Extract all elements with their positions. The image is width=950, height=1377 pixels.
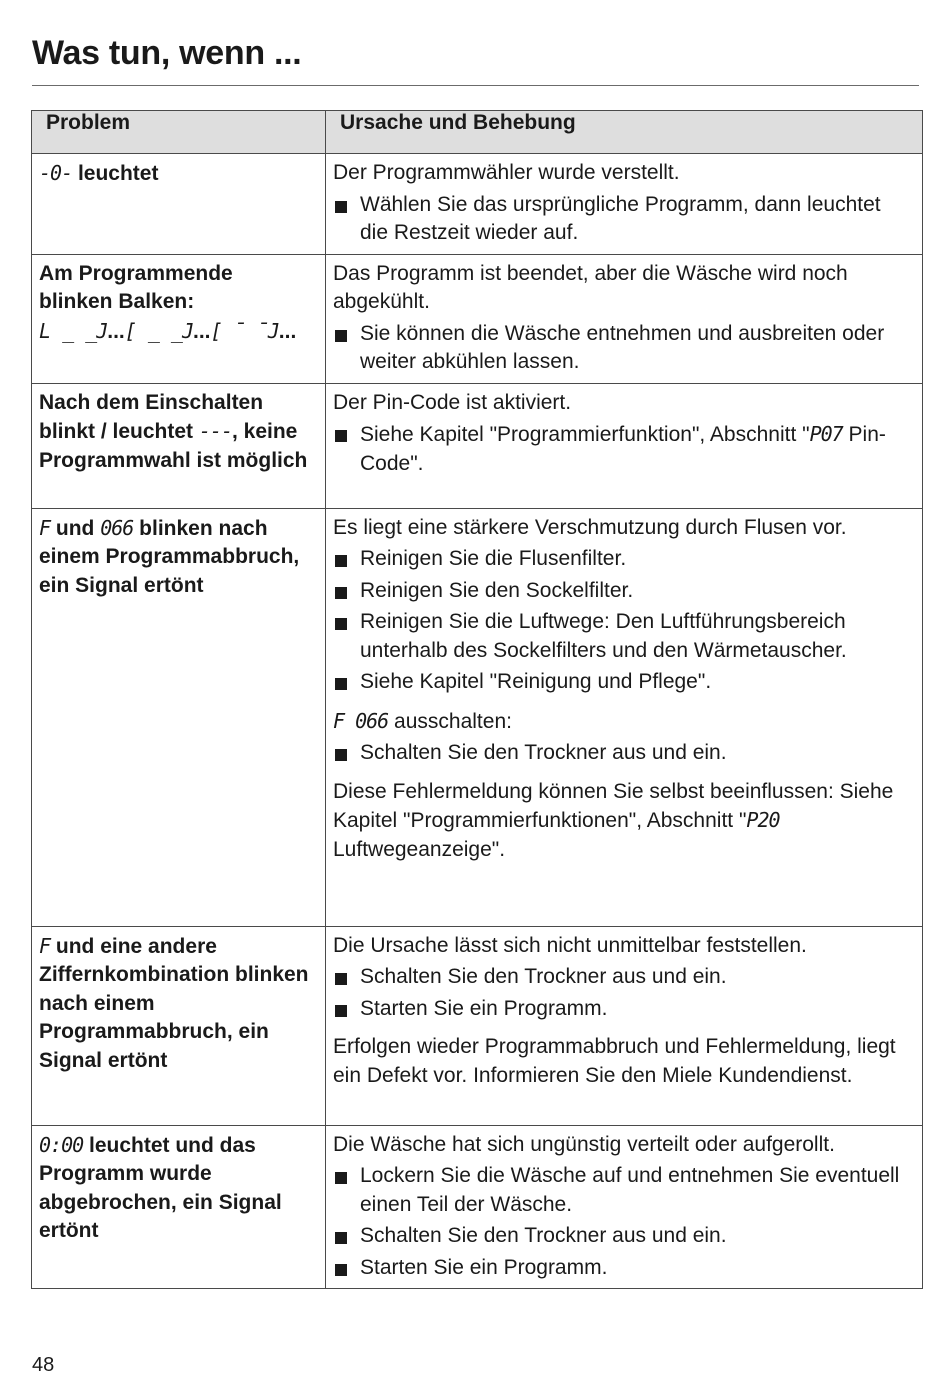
cause-cell — [326, 508, 923, 926]
cause-text: Es liegt eine stärkere Verschmutzung durch Flusen vor. — [333, 515, 847, 539]
header-problem: Problem — [32, 111, 326, 154]
cause-cell — [326, 1125, 923, 1289]
bullet-text: Reinigen Sie den Sockelfilter. — [360, 578, 634, 602]
problem-text: , keine Programmwahl ist möglich — [39, 420, 308, 472]
list-item — [333, 1254, 914, 1283]
cause-text: Die Wäsche hat sich ungünstig verteilt oder aufgerollt. — [333, 1132, 835, 1156]
bullet-text: Sie können die Wäsche entnehmen und ausbreiten oder weiter abkühlen lassen. — [360, 321, 885, 373]
bullet-text: Schalten Sie den Trockner aus und ein. — [360, 1224, 727, 1247]
display-code: F 066 — [333, 708, 389, 733]
list-item — [333, 963, 914, 992]
display-code: 066 — [100, 515, 134, 540]
bullet-square-icon — [335, 201, 347, 213]
header-cause: Ursache und Behebung — [326, 111, 923, 154]
list-item — [333, 668, 914, 697]
problem-text: Am Programmende — [39, 261, 233, 285]
display-code: -0- — [39, 161, 73, 185]
problem-cell — [32, 254, 326, 383]
separator-text: ... — [278, 319, 297, 343]
bullet-text: Wählen Sie das ursprüngliche Programm, dann leuchtet die Restzeit wieder auf. — [360, 192, 881, 244]
bullet-text: Reinigen Sie die Luftwege: Den Luftführungsbereich unterhalb des Sockelfilters und den Wärmetauscher. — [360, 610, 847, 662]
bullet-square-icon — [335, 555, 347, 567]
separator-text: ... — [193, 319, 211, 343]
display-code: L ̲ ̲J — [39, 318, 108, 343]
display-code: --- — [198, 419, 232, 443]
cause-cell — [326, 154, 923, 255]
list-item — [333, 545, 914, 574]
cause-cell — [326, 926, 923, 1125]
problem-cell — [32, 926, 326, 1125]
list-item — [333, 191, 914, 248]
bullet-text: Starten Sie ein Programm. — [360, 996, 608, 1020]
cause-cell — [326, 383, 923, 508]
troubleshooting-table — [31, 110, 923, 1289]
table-row — [32, 383, 923, 508]
cause-text: Die Ursache lässt sich nicht unmittelbar feststellen. — [333, 933, 807, 957]
cause-cell — [326, 254, 923, 383]
bullet-square-icon — [335, 1264, 347, 1276]
bullet-text: Pin-Code". — [360, 423, 886, 475]
problem-text: leuchtet und das Programm wurde abgebrochen, ein Signal ertönt — [39, 1133, 282, 1242]
problem-text: und — [50, 516, 101, 540]
bullet-square-icon — [335, 678, 347, 690]
list-item — [333, 420, 914, 478]
title-divider — [32, 85, 919, 86]
display-code: F — [39, 515, 51, 540]
table-row — [32, 154, 923, 255]
page-title: Was tun, wenn ... — [32, 34, 302, 72]
cause-text — [333, 778, 914, 865]
display-code: [ ̲ ̲J — [124, 318, 194, 343]
bullet-square-icon — [335, 430, 347, 442]
cause-text: Der Programmwähler wurde verstellt. — [333, 161, 680, 184]
display-code: F — [39, 933, 51, 958]
bullet-square-icon — [335, 1172, 347, 1184]
table-row — [32, 254, 923, 383]
problem-text: leuchtet — [72, 162, 159, 185]
display-code: P07 — [809, 422, 843, 446]
display-code: 0:00 — [39, 1132, 84, 1157]
list-item — [333, 995, 914, 1024]
cause-text — [333, 707, 914, 737]
bullet-text: Siehe Kapitel "Programmierfunktion", Abschnitt " — [360, 423, 810, 446]
bullet-square-icon — [335, 1232, 347, 1244]
bullet-text: Starten Sie ein Programm. — [360, 1255, 608, 1279]
problem-text: blinken Balken: — [39, 290, 195, 313]
problem-text: Nach dem Einschalten blinkt / leuchtet — [39, 390, 264, 443]
display-code: [ ̄ ̄J — [210, 318, 279, 343]
cause-text-part: Diese Fehlermeldung können Sie selbst beeinflussen: Siehe Kapitel "Programmierfunktionen", Abschnitt " — [333, 779, 894, 832]
list-item — [333, 739, 914, 768]
table-row — [32, 926, 923, 1125]
problem-text: blinken nach einem Programmabbruch, ein Signal ertönt — [39, 516, 300, 597]
bullet-text: Lockern Sie die Wäsche auf und entnehmen Sie eventuell einen Teil der Wäsche. — [360, 1164, 900, 1216]
bullet-square-icon — [335, 330, 347, 342]
list-item — [333, 320, 914, 377]
separator-text: ... — [107, 319, 125, 343]
problem-cell — [32, 1125, 326, 1289]
problem-cell — [32, 154, 326, 255]
cause-text: Das Programm ist beendet, aber die Wäsche wird noch abgekühlt. — [333, 261, 848, 313]
bullet-square-icon — [335, 618, 347, 630]
cause-text-part: ausschalten: — [388, 709, 512, 733]
cause-text-part: Luftwegeanzeige". — [333, 837, 506, 861]
bullet-square-icon — [335, 749, 347, 761]
bullet-square-icon — [335, 973, 347, 985]
bullet-text: Siehe Kapitel "Reinigung und Pflege". — [360, 670, 712, 693]
table-row — [32, 508, 923, 926]
list-item — [333, 1162, 914, 1219]
list-item — [333, 608, 914, 665]
problem-cell — [32, 508, 326, 926]
problem-cell — [32, 383, 326, 508]
bullet-square-icon — [335, 587, 347, 599]
page-number: 48 — [32, 1354, 55, 1376]
bullet-text: Reinigen Sie die Flusenfilter. — [360, 547, 627, 570]
bullet-text: Schalten Sie den Trockner aus und ein. — [360, 965, 727, 988]
bullet-square-icon — [335, 1005, 347, 1017]
list-item — [333, 1222, 914, 1251]
bullet-text: Schalten Sie den Trockner aus und ein. — [360, 741, 727, 764]
display-code: P20 — [746, 808, 780, 832]
table-header-row — [32, 111, 923, 154]
list-item — [333, 577, 914, 606]
table-row — [32, 1125, 923, 1289]
cause-text: Der Pin-Code ist aktiviert. — [333, 390, 572, 414]
cause-text: Erfolgen wieder Programmabbruch und Fehlermeldung, liegt ein Defekt vor. Informieren Sie den Miele Kundendienst. — [333, 1035, 896, 1087]
problem-text: und eine andere Ziffernkombination blinken nach einem Programmabbruch, ein Signal ertönt — [39, 934, 309, 1072]
